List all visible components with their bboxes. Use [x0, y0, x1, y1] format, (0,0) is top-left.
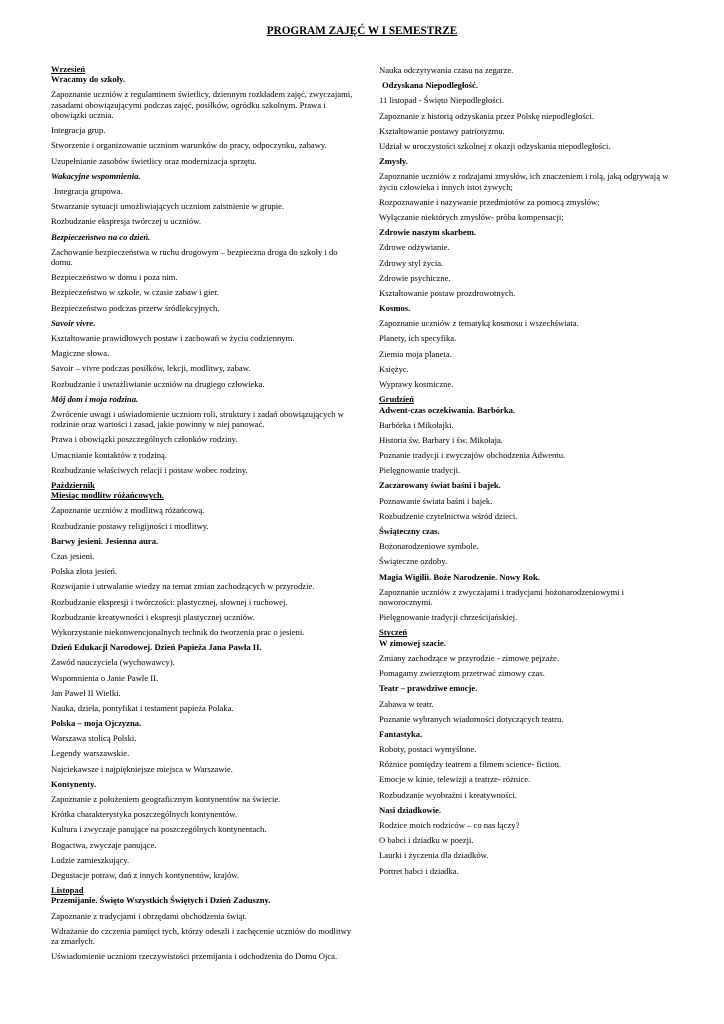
paragraph: Integracja grupowa.	[54, 186, 123, 197]
paragraph: Wyłączanie niektórych zmysłów- próba kompensacji;	[379, 211, 564, 222]
paragraph: Kształtowanie prawidłowych postaw i zachowań w życiu codziennym.	[51, 333, 295, 343]
paragraph: Rozbudzanie i uwrażliwianie uczniów na drugiego człowieka.	[51, 378, 265, 389]
month-heading: Listopad	[51, 885, 84, 896]
paragraph: Zabawa w teatr.	[379, 698, 434, 709]
month-heading: Wrzesień	[51, 64, 86, 74]
topic-heading: Adwent-czas oczekiwania. Barbórka.	[379, 404, 516, 415]
paragraph: Zdrowy styl życia.	[379, 257, 444, 268]
topic-heading: Kontynenty.	[51, 778, 97, 789]
paragraph: Barbórka i Mikołajki.	[379, 419, 454, 430]
paragraph: Historia św. Barbary i św. Mikołaja.	[379, 434, 503, 445]
topic-heading: Savoir vivre.	[51, 317, 96, 328]
paragraph: Kształtowanie postaw prozdrowotnych.	[379, 287, 516, 298]
paragraph: O babci i dziadku w poezji.	[379, 835, 474, 846]
paragraph: Zwrócenie uwagi i uświadomienie uczniom roli, struktury i zadań obowiązujących w rodzinie oraz wartości i zasad, jakie powinny w niej panować.	[51, 408, 344, 430]
paragraph: Wspomnienia o Janie Pawle II.	[51, 672, 159, 683]
paragraph: Rozbudzanie ekspresja twórczej u uczniów.	[51, 216, 202, 227]
month-heading: Styczeń	[379, 627, 408, 638]
topic-heading: Mój dom i moja rodzina.	[51, 393, 139, 404]
topic-heading: Świąteczny czas.	[379, 526, 440, 537]
paragraph: Ziemia moja planeta.	[379, 348, 452, 359]
paragraph: Degustacje potraw, dań z innych kontynentów, krajów.	[51, 869, 240, 880]
paragraph: Polska złota jesień.	[51, 566, 118, 577]
left-column	[51, 64, 356, 967]
paragraph: Rozbudzanie kreatywności i ekspresji plastycznej uczniów.	[51, 611, 255, 622]
paragraph: Świąteczne ozdoby.	[379, 556, 448, 567]
topic-heading: Zaczarowany świat baśni i bajek.	[379, 480, 501, 491]
paragraph: Udział w uroczystości szkolnej z okazji odzyskania niepodległości.	[379, 140, 611, 151]
paragraph: Zapoznanie uczniów z modlitwą różańcową.	[51, 505, 205, 516]
paragraph: Uświadomienie uczniom rzeczywistości przemijania i odchodzenia do Domu Ojca.	[51, 951, 338, 962]
topic-heading: Fantastyka.	[379, 728, 423, 739]
paragraph: Zachowanie bezpieczeństwa w ruchu drogowym – bezpieczna droga do szkoły i do domu.	[51, 246, 338, 268]
paragraph: Zdrowie psychiczne.	[379, 272, 451, 283]
paragraph: Bogactwa, zwyczaje panujące.	[51, 839, 157, 850]
paragraph: Emocje w kinie, telewizji a teatrze- różnice.	[379, 774, 531, 785]
paragraph: Krótka charakterystyka poszczególnych kontynentów.	[51, 809, 238, 820]
paragraph: Ludzie zamieszkujący.	[51, 854, 130, 865]
paragraph: Planety, ich specyfika.	[379, 333, 457, 344]
paragraph: Wdrażanie do czczenia pamięci tych, którzy odeszli i zachęcenie uczniów do modlitwy za zmarłych.	[51, 925, 352, 947]
topic-heading: Kosmos.	[379, 303, 411, 314]
paragraph: Poznanie wybranych wiadomości dotyczących teatru.	[379, 713, 564, 724]
paragraph: Poznanie tradycji i zwyczajów obchodzenia Adwentu.	[379, 450, 566, 461]
paragraph: Roboty, postaci wymyślone.	[379, 744, 477, 755]
paragraph: Pielęgnowanie tradycji chrześcijańskiej.	[379, 612, 518, 623]
paragraph: Portret babci i dziadka.	[379, 865, 459, 876]
paragraph: Zapoznanie z historią odzyskania przez Polskę niepodległości.	[379, 110, 595, 121]
paragraph: Nauka, dzieła, pontyfikat i testament papieża Polaka.	[51, 702, 234, 713]
paragraph: Rozbudzanie ekspresji i twórczości: plastycznej, słownej i ruchowej.	[51, 596, 288, 607]
paragraph: Rozbudzanie właściwych relacji i postaw wobec rodziny.	[51, 464, 248, 475]
paragraph: Rozbudzanie wyobraźni i kreatywności.	[379, 789, 517, 800]
paragraph: Różnice pomiędzy teatrem a filmem science- fiction.	[379, 759, 562, 770]
paragraph: Najciekawsze i najpiękniejsze miejsca w Warszawie.	[51, 763, 233, 774]
paragraph: Poznawanie świata baśni i bajek.	[379, 495, 493, 506]
paragraph: Zapoznanie uczniów z tematyką kosmosu i wszechświata.	[379, 318, 579, 329]
paragraph: Rozbudzenie czytelnictwa wśród dzieci.	[379, 510, 518, 521]
paragraph: Prawa i obowiązki poszczególnych członków rodziny.	[51, 434, 238, 445]
paragraph: Kultura i zwyczaje panujące na poszczególnych kontynentach.	[51, 824, 267, 835]
paragraph: Pielęgnowanie tradycji.	[379, 465, 461, 476]
paragraph: Magiczne słowa.	[51, 348, 110, 359]
paragraph: Zapoznanie uczniów z zwyczajami i tradycjami bożonarodzeniowymi i noworocznymi.	[379, 586, 625, 608]
paragraph: Integracja grup.	[51, 125, 106, 136]
month-heading: Grudzień	[379, 394, 414, 405]
page-title: PROGRAM ZAJĘĆ W I SEMESTRZE	[266, 25, 458, 37]
paragraph: Umacnianie kontaktów z rodziną.	[51, 449, 167, 460]
paragraph: Zmiany zachodzące w przyrodzie - zimowe pejzaże.	[379, 652, 560, 663]
paragraph: Zapoznanie uczniów z regulaminem świetlicy, dziennym rozkładem zajęć, zwyczajami, zasadami obowiązującymi podczas zajęć, posiłków, ogródku szkolnym. Prawa i obowiązki ucznia.	[51, 89, 353, 121]
paragraph: Bezpieczeństwo w domu i poza nim.	[51, 272, 178, 283]
paragraph: Pomagamy zwierzętom przetrwać zimowy czas.	[379, 668, 545, 679]
topic-heading: Zdrowie naszym skarbem.	[379, 227, 476, 238]
paragraph: Legendy warszawskie.	[51, 748, 130, 759]
paragraph: Wyprawy kosmiczne.	[379, 379, 454, 390]
topic-heading: Magia Wigilii. Boże Narodzenie. Nowy Rok.	[379, 571, 540, 582]
paragraph: Rozwijanie i utrwalanie wiedzy na temat zmian zachodzących w przyrodzie.	[51, 581, 315, 592]
topic-heading: Bezpieczeństwo na co dzień.	[51, 231, 151, 242]
topic-heading: Zmysły.	[379, 156, 408, 167]
topic-heading: W zimowej szacie.	[379, 637, 446, 648]
topic-heading: Przemijanie. Święto Wszystkich Świętych i Dzień Zaduszny.	[51, 895, 271, 906]
paragraph: Warszawa stolicą Polski.	[51, 733, 137, 744]
paragraph: 11 listopad - Święto Niepodległości.	[379, 95, 504, 106]
paragraph: Stwarzanie sytuacji umożliwiających uczniom zaistnienie w grupie.	[51, 201, 285, 212]
topic-heading: Miesiąc modlitw różańcowych.	[51, 490, 164, 501]
paragraph: Księżyc.	[379, 363, 409, 374]
topic-heading: Odzyskana Niepodległość.	[382, 80, 478, 91]
paragraph: Zapoznanie z położeniem geograficznym kontynentów na świecie.	[51, 794, 281, 805]
topic-heading: Dzień Edukacji Narodowej. Dzień Papieża Jana Pawła II.	[51, 642, 262, 653]
paragraph: Zawód nauczyciela (wychowawcy).	[51, 657, 175, 668]
paragraph: Jan Paweł II Wielki.	[51, 687, 121, 698]
paragraph: Wykorzystanie niekonwencjonalnych technik do tworzenia prac o jesieni.	[51, 626, 305, 637]
paragraph: Stworzenie i organizowanie uczniom warunków do pracy, odpoczynku, zabawy.	[51, 140, 327, 151]
paragraph: Rozbudzanie postawy religijności i modlitwy.	[51, 520, 209, 531]
paragraph: Bożonarodzeniowe symbole.	[379, 541, 479, 552]
paragraph: Bezpieczeństwo w szkole, w czasie zabaw i gier.	[51, 287, 219, 298]
topic-heading: Teatr – prawdziwe emocje.	[379, 683, 478, 694]
paragraph: Rozpoznawanie i nazywanie przedmiotów za pomocą zmysłów;	[379, 196, 600, 207]
topic-heading: Polska – moja Ojczyzna.	[51, 718, 142, 729]
paragraph: Zapoznanie uczniów z rodzajami zmysłów, ich znaczeniem i rolą, jaką odgrywają w życiu człowieka i innych istot żywych;	[379, 171, 669, 192]
paragraph: Savoir – vivre podczas posiłków, lekcji, modlitwy, zabaw.	[51, 363, 251, 374]
month-heading: Październik	[51, 479, 95, 490]
paragraph: Zapoznanie z tradycjami i obrzędami obchodzenia świąt.	[51, 910, 247, 921]
paragraph: Nauka odczytywania czasu na zegarze.	[379, 65, 514, 75]
paragraph: Czas jesieni.	[51, 551, 95, 562]
paragraph: Zdrowe odżywianie.	[379, 242, 450, 253]
paragraph: Laurki i życzenia dla dziadków.	[379, 850, 489, 861]
paragraph: Uzupełnianie zasobów świetlicy oraz modernizacja sprzętu.	[51, 155, 257, 166]
topic-heading: Nasi dziadkowie.	[379, 804, 442, 815]
paragraph: Kształtowanie postawy patriotyzmu.	[379, 125, 505, 136]
topic-heading: Wakacyjne wspomnienia.	[51, 170, 141, 181]
paragraph: Rodzice moich rodziców – co nas łączy?	[379, 820, 520, 830]
topic-heading: Wracamy do szkoły.	[51, 74, 126, 85]
right-column	[379, 65, 679, 881]
paragraph: Bezpieczeństwo podczas przerw śródlekcyjnych.	[51, 302, 220, 313]
topic-heading: Barwy jesieni. Jesienna aura.	[51, 535, 159, 546]
